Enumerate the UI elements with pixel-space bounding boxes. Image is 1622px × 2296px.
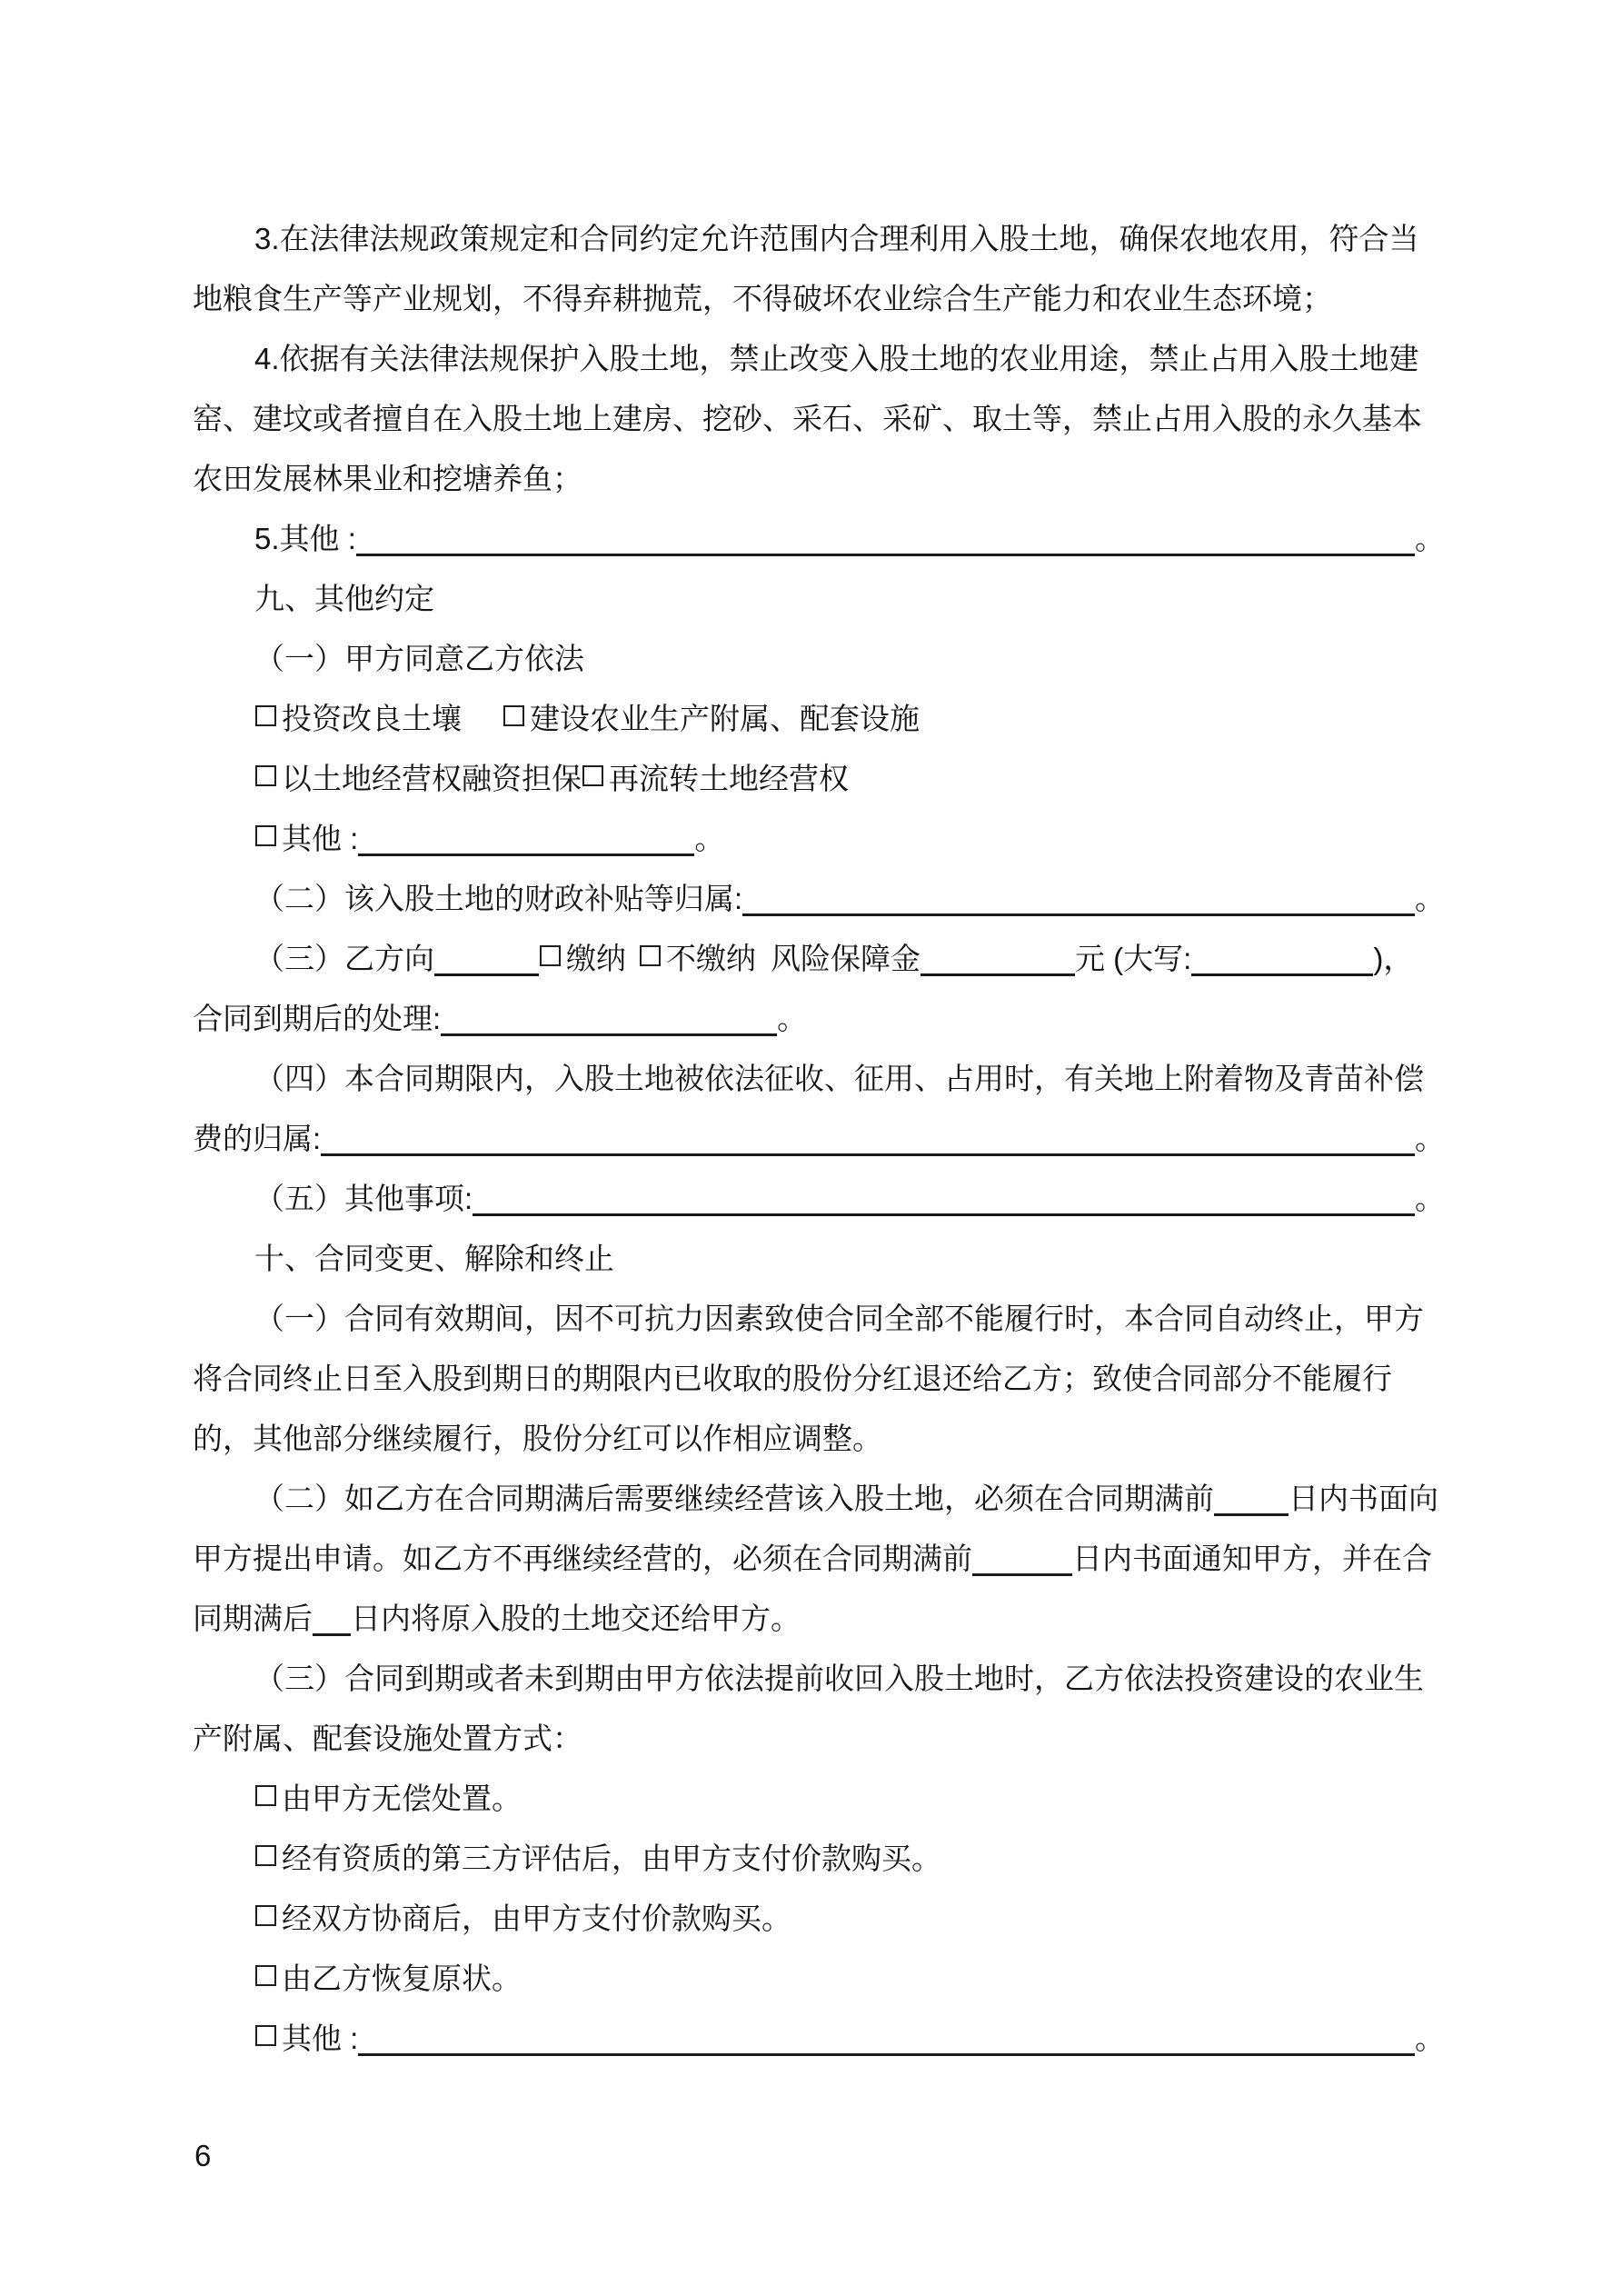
text-line: [193, 1169, 1445, 1229]
text-run: 元 (大写:: [1075, 942, 1192, 975]
text-run: 甲方提出申请。如乙方不再继续经营的，必须在合同期满前: [193, 1542, 972, 1575]
checkbox[interactable]: [582, 765, 603, 786]
text-run: )，: [1373, 942, 1414, 975]
text-line: [193, 1889, 1445, 1949]
text-run: 。: [1415, 2021, 1445, 2055]
checkbox[interactable]: [255, 2025, 276, 2046]
checkbox[interactable]: [255, 825, 276, 846]
text-run: （二）如乙方在合同期满后需要继续经营该入股土地，必须在合同期满前: [254, 1482, 1214, 1515]
text-run: 将合同终止日至入股到期日的期限内已收取的股份分红退还给乙方；致使合同部分不能履行: [193, 1362, 1392, 1395]
text-run: 费的归属:: [193, 1122, 322, 1155]
blank-field[interactable]: [441, 1024, 777, 1036]
text-run: 缴纳: [566, 942, 626, 975]
text-run: 其他 :: [282, 822, 359, 855]
blank-field[interactable]: [358, 844, 694, 856]
text-line: [193, 449, 1445, 509]
text-run: 同期满后: [193, 1602, 313, 1635]
text-line: [193, 1289, 1445, 1349]
text-run: 其他 :: [282, 2021, 359, 2055]
blank-field[interactable]: [358, 2044, 1415, 2056]
blank-field[interactable]: [473, 1204, 1415, 1216]
text-run: 。: [777, 1002, 808, 1035]
text-run: 合同到期后的处理:: [193, 1002, 442, 1035]
text-line: [193, 509, 1445, 569]
text-line: [193, 1529, 1445, 1589]
text-line: [193, 1049, 1445, 1109]
checkbox[interactable]: [255, 1785, 276, 1806]
text-run: 产附属、配套设施处置方式：: [193, 1722, 582, 1755]
text-run: 不缴纳: [666, 942, 756, 975]
text-line: [193, 2009, 1445, 2069]
text-line: [193, 869, 1445, 929]
blank-field[interactable]: [1214, 1504, 1289, 1516]
blank-field[interactable]: [321, 1144, 1415, 1156]
text-run: （三）乙方向: [254, 942, 434, 975]
blank-field[interactable]: [920, 964, 1075, 976]
text-line: [193, 1829, 1445, 1889]
blank-field[interactable]: [972, 1564, 1072, 1576]
text-run: 。: [694, 822, 725, 855]
checkbox[interactable]: [540, 945, 561, 966]
text-line: [193, 629, 1445, 689]
blank-field[interactable]: [313, 1624, 351, 1636]
text-run: 由乙方恢复原状。: [282, 1962, 522, 1995]
text-run: 风险保障金: [771, 942, 920, 975]
text-line: [193, 1469, 1445, 1529]
checkbox[interactable]: [503, 705, 524, 726]
text-run: 4.依据有关法律法规保护入股土地，禁止改变入股土地的农业用途，禁止占用入股土地建: [254, 342, 1419, 375]
checkbox[interactable]: [255, 1965, 276, 1986]
text-line: [193, 1349, 1445, 1409]
text-line: [193, 389, 1445, 449]
blank-field[interactable]: [434, 964, 539, 976]
page-number: 6: [194, 2139, 212, 2172]
text-line: [193, 1229, 1445, 1289]
text-run: （三）合同到期或者未到期由甲方依法提前收回入股土地时，乙方依法投资建设的农业生: [254, 1662, 1424, 1695]
text-run: 经有资质的第三方评估后，由甲方支付价款购买。: [282, 1842, 941, 1875]
text-run: 十、合同变更、解除和终止: [254, 1242, 614, 1275]
text-run: 。: [1415, 1182, 1445, 1215]
text-line: [193, 1709, 1445, 1769]
text-run: 窑、建坟或者擅自在入股土地上建房、挖砂、采石、采矿、取土等，禁止占用入股的永久基本: [193, 402, 1422, 435]
text-line: [193, 689, 1445, 749]
text-run: 。: [1415, 882, 1445, 915]
text-run: （二）该入股土地的财政补贴等归属:: [254, 882, 743, 915]
blank-field[interactable]: [742, 904, 1415, 916]
text-line: [193, 929, 1445, 989]
text-line: [193, 749, 1445, 809]
contract-body: [193, 209, 1445, 2069]
checkbox[interactable]: [255, 1905, 276, 1926]
text-run: 地粮食生产等产业规划，不得弃耕抛荒，不得破坏农业综合生产能力和农业生态环境；: [193, 282, 1332, 315]
text-run: 5.其他 :: [254, 522, 356, 555]
text-run: 日内将原入股的土地交还给甲方。: [351, 1602, 801, 1635]
text-run: 农田发展林果业和挖塘养鱼；: [193, 462, 582, 495]
blank-field[interactable]: [1191, 964, 1373, 976]
text-line: [193, 1109, 1445, 1169]
text-run: 再流转土地经营权: [609, 762, 849, 795]
text-run: 投资改良土壤: [282, 702, 462, 735]
text-run: 建设农业生产附属、配套设施: [530, 702, 920, 735]
checkbox[interactable]: [640, 945, 661, 966]
blank-field[interactable]: [356, 544, 1415, 556]
text-run: （一）合同有效期间，因不可抗力因素致使合同全部不能履行时，本合同自动终止，甲方: [254, 1302, 1424, 1335]
text-line: [193, 1649, 1445, 1709]
text-run: 日内书面通知甲方，并在合: [1072, 1542, 1432, 1575]
text-run: 的，其他部分继续履行，股份分红可以作相应调整。: [193, 1422, 882, 1455]
text-run: 由甲方无偿处置。: [282, 1782, 522, 1815]
text-line: [193, 1409, 1445, 1469]
text-run: 3.在法律法规政策规定和合同约定允许范围内合理利用入股土地，确保农地农用，符合当: [254, 222, 1419, 255]
checkbox[interactable]: [255, 765, 276, 786]
checkbox[interactable]: [255, 705, 276, 726]
text-line: [193, 209, 1445, 269]
text-line: [193, 809, 1445, 869]
text-run: 日内书面向: [1289, 1482, 1438, 1515]
text-line: [193, 569, 1445, 629]
text-line: [193, 269, 1445, 329]
text-run: （一）甲方同意乙方依法: [254, 642, 584, 675]
text-line: [193, 989, 1445, 1049]
text-run: 以土地经营权融资担保: [282, 762, 582, 795]
text-run: 。: [1415, 522, 1445, 555]
text-line: [193, 1769, 1445, 1829]
checkbox[interactable]: [255, 1845, 276, 1866]
text-line: [193, 1949, 1445, 2009]
text-run: （五）其他事项:: [254, 1182, 473, 1215]
text-run: 经双方协商后，由甲方支付价款购买。: [282, 1902, 791, 1935]
text-run: （四）本合同期限内，入股土地被依法征收、征用、占用时，有关地上附着物及青苗补偿: [254, 1062, 1424, 1095]
text-line: [193, 1589, 1445, 1649]
text-run: 九、其他约定: [254, 582, 434, 615]
text-run: 。: [1415, 1122, 1445, 1155]
text-line: [193, 329, 1445, 389]
